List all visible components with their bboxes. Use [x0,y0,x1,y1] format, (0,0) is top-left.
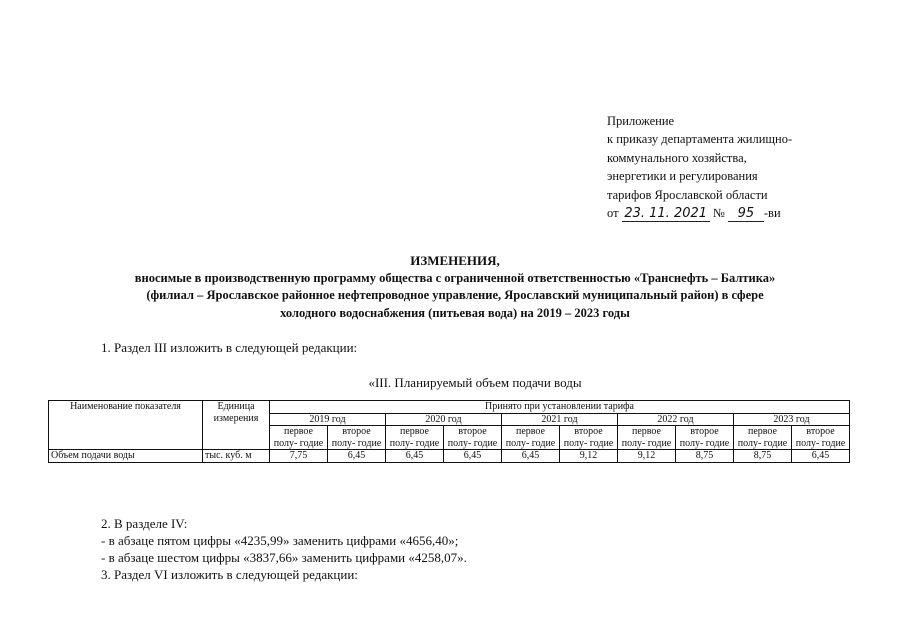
header-year: 2023 год [734,413,850,426]
appendix-line: энергетики и регулирования [607,169,758,184]
section-4-item: - в абзаце шестом цифры «3837,66» заменить цифрами «4258,07». [101,550,467,565]
header-tariff-group: Принято при установлении тарифа [270,401,850,414]
heading-line: холодного водоснабжения (питьевая вода) на 2019 – 2023 годы [280,305,630,320]
row-value: 9,12 [560,450,618,463]
header-year: 2021 год [502,413,618,426]
section-4-heading: 2. В разделе IV: [101,516,188,531]
row-value: 6,45 [444,450,502,463]
row-value: 8,75 [734,450,792,463]
header-half-first: первое полу- годие [386,426,444,450]
handwritten-date: 23. 11. 2021 [622,207,710,222]
row-value: 6,45 [502,450,560,463]
appendix-block [607,112,897,222]
section-changes [101,515,467,583]
header-half-second: второе полу- годие [792,426,850,450]
header-half-second: второе полу- годие [676,426,734,450]
header-half-second: второе полу- годие [328,426,386,450]
order-date-number-line [607,204,897,222]
row-value: 7,75 [270,450,328,463]
handwritten-number: 95 [728,207,764,222]
paragraph-1: 1. Раздел III изложить в следующей редакции: [101,340,358,355]
heading-line: вносимые в производственную программу общества с ограниченной ответственностью «Транснефть – Балтика» [134,270,776,285]
row-value: 6,45 [792,450,850,463]
header-year: 2020 год [386,413,502,426]
from-prefix: от [607,206,619,221]
appendix-line: к приказу департамента жилищно- [607,132,793,147]
header-year: 2019 год [270,413,386,426]
header-half-first: первое полу- годие [270,426,328,450]
header-half-second: второе полу- годие [560,426,618,450]
document-heading [40,252,870,322]
table-row [49,450,850,463]
row-value: 6,45 [328,450,386,463]
header-half-first: первое полу- годие [618,426,676,450]
section-6-heading: 3. Раздел VI изложить в следующей редакции: [101,567,358,582]
header-half-second: второе полу- годие [444,426,502,450]
appendix-line: коммунального хозяйства, [607,150,747,165]
row-value: 6,45 [386,450,444,463]
water-supply-table [48,400,850,463]
header-half-first: первое полу- годие [734,426,792,450]
header-unit: Единица измерения [203,401,270,450]
header-half-first: первое полу- годие [502,426,560,450]
number-suffix: -ви [763,206,781,221]
row-indicator-name: Объем подачи воды [49,450,203,463]
section-4-item: - в абзаце пятом цифры «4235,99» заменить цифрами «4656,40»; [101,533,459,548]
appendix-line: Приложение [607,114,675,128]
header-indicator-name: Наименование показателя [49,401,203,450]
number-sign: № [712,206,725,221]
header-year: 2022 год [618,413,734,426]
row-value: 9,12 [618,450,676,463]
table-caption: «III. Планируемый объем подачи воды [368,375,582,390]
row-unit: тыс. куб. м [203,450,270,463]
row-value: 8,75 [676,450,734,463]
document-title: ИЗМЕНЕНИЯ, [410,253,500,268]
appendix-line: тарифов Ярославской области [607,187,768,202]
heading-line: (филиал – Ярославское районное нефтепроводное управление, Ярославский муниципальный район) в сфере [146,288,764,302]
